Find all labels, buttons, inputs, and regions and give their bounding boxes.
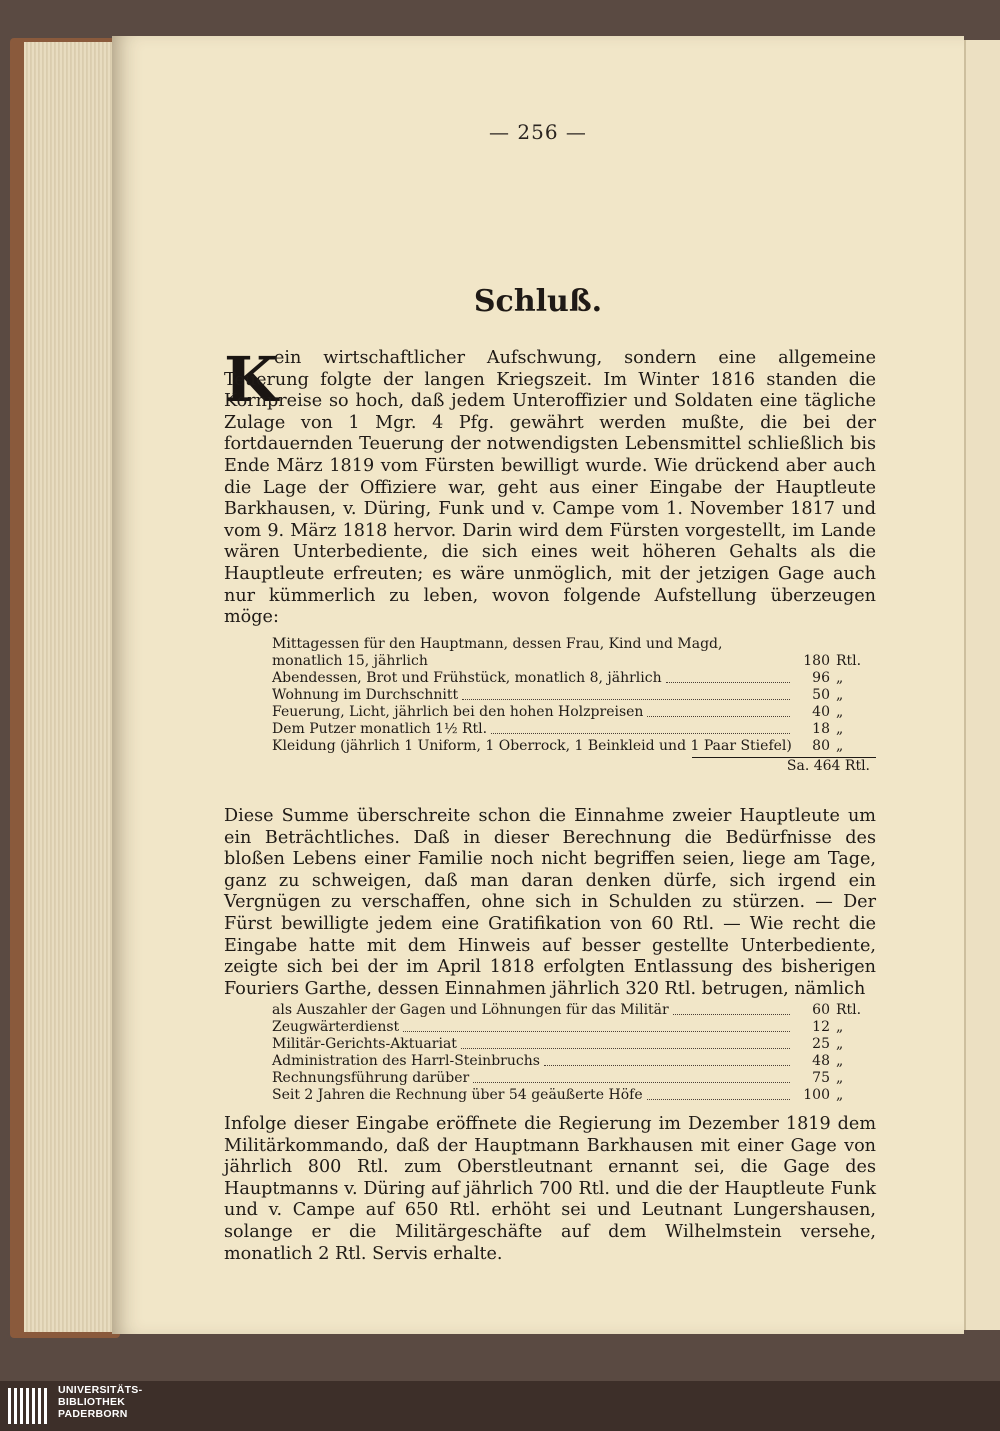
- leader-dots: [491, 733, 790, 734]
- page-stack-edge: [24, 42, 120, 1332]
- leader-dots: [473, 1082, 790, 1083]
- table-row: Rechnungsführung darüber 75 „: [272, 1070, 844, 1086]
- table-row: als Auszahler der Gagen und Löhnungen für das Militär 60 Rtl.: [272, 1002, 862, 1018]
- table-row: Abendessen, Brot und Frühstück, monatlich 8, jährlich 96 „: [272, 670, 844, 686]
- library-logo-icon: [8, 1388, 50, 1424]
- drop-capital: K: [224, 343, 278, 416]
- income-table: [272, 1002, 876, 1104]
- leader-dots: [544, 1065, 790, 1066]
- book-page: [112, 36, 964, 1334]
- table-row: Feuerung, Licht, jährlich bei den hohen Holzpreisen 40 „: [272, 704, 844, 720]
- leader-dots: [647, 1099, 790, 1100]
- paragraph-2: Diese Summe überschreite schon die Einnahme zweier Hauptleute um ein Beträchtliches. Daß in dieser Berechnung die Bedürfnisse des bloßen Lebens einer Familie noch nicht begriffen seien, liege am Tage, ganz zu schweigen, daß man daran denken dürfe, sich irgend ein Vergnügen zu verschaffen, ohne sich in Schulden zu stürzen. — Der Fürst bewilligte jedem eine Gratifikation von 60 Rtl. — Wie recht die Eingabe hatte mit dem Hinweis auf besser gestellte Unterbediente, zeigte sich bei der im April 1818 erfolgten Entlassung des bisherigen Fouriers Garthe, dessen Einnahmen jährlich 320 Rtl. betrugen, nämlich: [224, 806, 876, 999]
- paragraph-1: ein wirtschaftlicher Aufschwung, sondern eine allgemeine Teuerung folgte der langen Kriegszeit. Im Winter 1816 standen die Kornpreise so hoch, daß jedem Unteroffizier und Soldaten eine tägliche Zulage von 1 Mgr. 4 Pfg. gewährt werden mußte, die bei der fortdauernden Teuerung der notwendigsten Lebensmittel schließlich bis Ende März 1819 vom Fürsten bewilligt wurde. Wie drückend aber auch die Lage der Offiziere war, geht aus einer Eingabe der Hauptleute Barkhausen, v. Düring, Funk und v. Campe vom 1. November 1817 und vom 9. März 1818 hervor. Darin wird dem Fürsten vorgestellt, im Lande wären Unterbediente, die sich eines weit höheren Gehalts als die Hauptleute erfreuten; es wäre unmöglich, mit der jetzigen Gage auch nur kümmerlich zu leben, wovon folgende Aufstellung überzeugen möge:: [224, 348, 876, 628]
- table-row: Kleidung (jährlich 1 Uniform, 1 Oberrock, 1 Beinkleid und 1 Paar Stiefel) 80 „: [272, 738, 844, 754]
- table-row: Mittagessen für den Hauptmann, dessen Frau, Kind und Magd, monatlich 15, jährlich 180 Rtl.: [272, 636, 862, 669]
- leader-dots: [666, 682, 790, 683]
- expense-table: [272, 636, 876, 775]
- library-name: UNIVERSITÄTS- BIBLIOTHEK PADERBORN: [58, 1384, 143, 1420]
- table-row: Administration des Harrl-Steinbruchs 48 „: [272, 1053, 844, 1069]
- table-row: Dem Putzer monatlich 1½ Rtl. 18 „: [272, 721, 844, 737]
- chapter-title: Schluß.: [473, 284, 603, 319]
- table-row: Zeugwärterdienst 12 „: [272, 1019, 844, 1035]
- page-number: — 256 —: [489, 120, 587, 144]
- table-row: Militär-Gerichts-Aktuariat 25 „: [272, 1036, 844, 1052]
- leader-dots: [461, 1048, 790, 1049]
- leader-dots: [462, 699, 790, 700]
- facing-page-edge: [964, 40, 1000, 1330]
- table-sum: Sa. 464 Rtl.: [786, 758, 870, 774]
- leader-dots: [403, 1031, 790, 1032]
- leader-dots: [673, 1014, 790, 1015]
- library-footer: [0, 1381, 1000, 1431]
- leader-dots: [647, 716, 790, 717]
- paragraph-3: Infolge dieser Eingabe eröffnete die Regierung im Dezember 1819 dem Militärkommando, daß der Hauptmann Barkhausen mit einer Gage von jährlich 800 Rtl. zum Oberstleutnant ernannt sei, die Gage des Hauptmanns v. Düring auf jährlich 700 Rtl. und die der Hauptleute Funk und v. Campe auf 650 Rtl. erhöht sei und Leutnant Lungershausen, solange er die Militärgeschäfte auf dem Wilhelmstein versehe, monatlich 2 Rtl. Servis erhalte.: [224, 1114, 876, 1264]
- table-row: Seit 2 Jahren die Rechnung über 54 geäußerte Höfe 100 „: [272, 1087, 844, 1103]
- table-row: Wohnung im Durchschnitt 50 „: [272, 687, 844, 703]
